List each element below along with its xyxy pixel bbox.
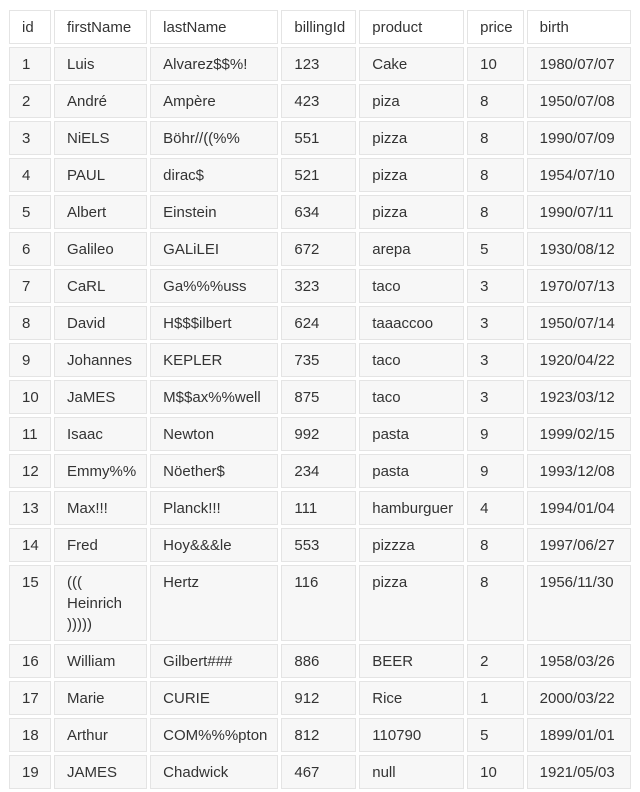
- cell-lastname: H$$$ilbert: [150, 306, 278, 340]
- cell-product: taco: [359, 269, 464, 303]
- cell-lastname: Alvarez$$%!: [150, 47, 278, 81]
- cell-lastname: Gilbert###: [150, 644, 278, 678]
- table-row: [9, 158, 631, 192]
- cell-product: BEER: [359, 644, 464, 678]
- header-price: price: [467, 10, 524, 44]
- cell-product: Rice: [359, 681, 464, 715]
- cell-id: 2: [9, 84, 51, 118]
- cell-birth: 1970/07/13: [527, 269, 631, 303]
- table-row: [9, 565, 631, 641]
- cell-billingid: 111: [281, 491, 356, 525]
- cell-lastname: Planck!!!: [150, 491, 278, 525]
- cell-id: 16: [9, 644, 51, 678]
- cell-id: 8: [9, 306, 51, 340]
- table-row: [9, 121, 631, 155]
- cell-billingid: 467: [281, 755, 356, 789]
- cell-birth: 1950/07/14: [527, 306, 631, 340]
- header-firstname: firstName: [54, 10, 147, 44]
- table-row: [9, 491, 631, 525]
- cell-billingid: 553: [281, 528, 356, 562]
- cell-firstname: NiELS: [54, 121, 147, 155]
- cell-price: 8: [467, 528, 524, 562]
- cell-billingid: 116: [281, 565, 356, 641]
- cell-lastname: Ga%%%uss: [150, 269, 278, 303]
- cell-birth: 1899/01/01: [527, 718, 631, 752]
- cell-lastname: Böhr//((%%: [150, 121, 278, 155]
- cell-lastname: Nöether$: [150, 454, 278, 488]
- cell-birth: 1950/07/08: [527, 84, 631, 118]
- cell-price: 3: [467, 343, 524, 377]
- cell-id: 13: [9, 491, 51, 525]
- cell-birth: 2000/03/22: [527, 681, 631, 715]
- cell-billingid: 323: [281, 269, 356, 303]
- cell-id: 10: [9, 380, 51, 414]
- cell-birth: 1980/07/07: [527, 47, 631, 81]
- cell-billingid: 672: [281, 232, 356, 266]
- cell-billingid: 992: [281, 417, 356, 451]
- cell-lastname: COM%%%pton: [150, 718, 278, 752]
- cell-product: hamburguer: [359, 491, 464, 525]
- cell-id: 9: [9, 343, 51, 377]
- cell-price: 3: [467, 306, 524, 340]
- table-row: [9, 306, 631, 340]
- cell-id: 15: [9, 565, 51, 641]
- table-row: [9, 343, 631, 377]
- table-row: [9, 454, 631, 488]
- cell-birth: 1954/07/10: [527, 158, 631, 192]
- cell-billingid: 123: [281, 47, 356, 81]
- cell-product: pasta: [359, 454, 464, 488]
- cell-birth: 1990/07/11: [527, 195, 631, 229]
- cell-id: 4: [9, 158, 51, 192]
- cell-lastname: CURIE: [150, 681, 278, 715]
- cell-id: 14: [9, 528, 51, 562]
- cell-price: 9: [467, 417, 524, 451]
- cell-id: 3: [9, 121, 51, 155]
- cell-billingid: 634: [281, 195, 356, 229]
- cell-id: 11: [9, 417, 51, 451]
- cell-id: 5: [9, 195, 51, 229]
- cell-id: 18: [9, 718, 51, 752]
- cell-firstname: André: [54, 84, 147, 118]
- cell-billingid: 624: [281, 306, 356, 340]
- cell-firstname: Fred: [54, 528, 147, 562]
- cell-price: 8: [467, 84, 524, 118]
- cell-firstname: CaRL: [54, 269, 147, 303]
- cell-price: 4: [467, 491, 524, 525]
- table-row: [9, 47, 631, 81]
- cell-billingid: 521: [281, 158, 356, 192]
- cell-firstname: JAMES: [54, 755, 147, 789]
- cell-firstname: David: [54, 306, 147, 340]
- cell-billingid: 886: [281, 644, 356, 678]
- cell-lastname: GALiLEI: [150, 232, 278, 266]
- cell-firstname: PAUL: [54, 158, 147, 192]
- cell-birth: 1994/01/04: [527, 491, 631, 525]
- cell-birth: 1990/07/09: [527, 121, 631, 155]
- cell-lastname: Newton: [150, 417, 278, 451]
- cell-product: piza: [359, 84, 464, 118]
- cell-birth: 1993/12/08: [527, 454, 631, 488]
- table-row: [9, 681, 631, 715]
- cell-lastname: Hertz: [150, 565, 278, 641]
- cell-birth: 1930/08/12: [527, 232, 631, 266]
- cell-price: 1: [467, 681, 524, 715]
- cell-lastname: Hoy&&&le: [150, 528, 278, 562]
- table-row: [9, 232, 631, 266]
- cell-birth: 1958/03/26: [527, 644, 631, 678]
- cell-firstname: Arthur: [54, 718, 147, 752]
- cell-product: Cake: [359, 47, 464, 81]
- cell-id: 6: [9, 232, 51, 266]
- cell-birth: 1923/03/12: [527, 380, 631, 414]
- cell-price: 8: [467, 195, 524, 229]
- cell-price: 8: [467, 158, 524, 192]
- cell-product: pizza: [359, 195, 464, 229]
- cell-price: 3: [467, 269, 524, 303]
- cell-lastname: M$$ax%%well: [150, 380, 278, 414]
- cell-firstname: William: [54, 644, 147, 678]
- cell-product: taaaccoo: [359, 306, 464, 340]
- table-row: [9, 755, 631, 789]
- cell-price: 10: [467, 47, 524, 81]
- header-id: id: [9, 10, 51, 44]
- cell-price: 10: [467, 755, 524, 789]
- cell-birth: 1920/04/22: [527, 343, 631, 377]
- data-table-container: [6, 7, 640, 792]
- cell-id: 17: [9, 681, 51, 715]
- table-row: [9, 269, 631, 303]
- cell-lastname: dirac$: [150, 158, 278, 192]
- cell-product: null: [359, 755, 464, 789]
- table-row: [9, 644, 631, 678]
- cell-price: 8: [467, 565, 524, 641]
- cell-product: 110790: [359, 718, 464, 752]
- cell-product: arepa: [359, 232, 464, 266]
- cell-lastname: Chadwick: [150, 755, 278, 789]
- cell-product: pizza: [359, 158, 464, 192]
- table-body: [9, 47, 631, 789]
- cell-billingid: 423: [281, 84, 356, 118]
- table-row: [9, 380, 631, 414]
- cell-firstname: Marie: [54, 681, 147, 715]
- table-row: [9, 195, 631, 229]
- header-billingid: billingId: [281, 10, 356, 44]
- cell-product: pizza: [359, 121, 464, 155]
- cell-firstname: JaMES: [54, 380, 147, 414]
- cell-id: 12: [9, 454, 51, 488]
- cell-price: 5: [467, 232, 524, 266]
- cell-billingid: 912: [281, 681, 356, 715]
- cell-billingid: 812: [281, 718, 356, 752]
- cell-id: 1: [9, 47, 51, 81]
- cell-price: 5: [467, 718, 524, 752]
- cell-firstname: Max!!!: [54, 491, 147, 525]
- cell-id: 19: [9, 755, 51, 789]
- data-table: [6, 7, 634, 792]
- cell-firstname: Emmy%%: [54, 454, 147, 488]
- table-row: [9, 84, 631, 118]
- header-row: [9, 10, 631, 44]
- cell-lastname: Ampère: [150, 84, 278, 118]
- cell-birth: 1956/11/30: [527, 565, 631, 641]
- cell-price: 8: [467, 121, 524, 155]
- cell-firstname: Isaac: [54, 417, 147, 451]
- table-row: [9, 718, 631, 752]
- cell-product: pasta: [359, 417, 464, 451]
- cell-product: taco: [359, 343, 464, 377]
- cell-firstname: Galileo: [54, 232, 147, 266]
- header-product: product: [359, 10, 464, 44]
- cell-lastname: Einstein: [150, 195, 278, 229]
- cell-firstname: Johannes: [54, 343, 147, 377]
- header-lastname: lastName: [150, 10, 278, 44]
- cell-price: 3: [467, 380, 524, 414]
- cell-firstname: Albert: [54, 195, 147, 229]
- cell-price: 2: [467, 644, 524, 678]
- cell-lastname: KEPLER: [150, 343, 278, 377]
- cell-firstname: ((( Heinrich ))))): [54, 565, 147, 641]
- cell-birth: 1997/06/27: [527, 528, 631, 562]
- table-row: [9, 528, 631, 562]
- cell-billingid: 735: [281, 343, 356, 377]
- cell-price: 9: [467, 454, 524, 488]
- cell-product: taco: [359, 380, 464, 414]
- cell-id: 7: [9, 269, 51, 303]
- cell-billingid: 234: [281, 454, 356, 488]
- cell-birth: 1999/02/15: [527, 417, 631, 451]
- cell-product: pizza: [359, 565, 464, 641]
- cell-birth: 1921/05/03: [527, 755, 631, 789]
- cell-product: pizzza: [359, 528, 464, 562]
- header-birth: birth: [527, 10, 631, 44]
- cell-billingid: 875: [281, 380, 356, 414]
- cell-billingid: 551: [281, 121, 356, 155]
- table-row: [9, 417, 631, 451]
- cell-firstname: Luis: [54, 47, 147, 81]
